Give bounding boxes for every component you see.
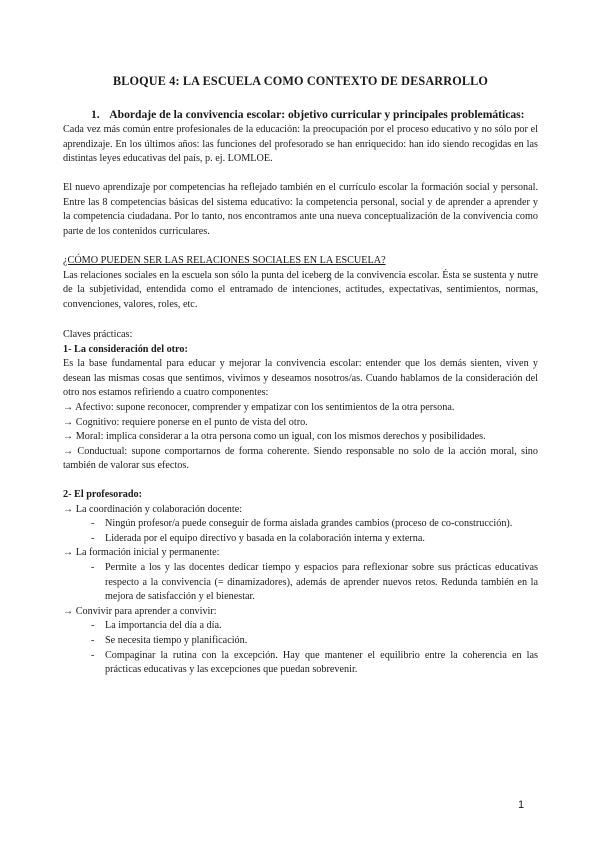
intro-paragraph-1 — [63, 123, 538, 167]
dash-list — [63, 561, 538, 605]
group-label: → La coordinación y colaboración docente: — [63, 503, 243, 515]
list-item: - La importancia del día a día. — [63, 619, 538, 634]
page-number: 1 — [518, 799, 525, 811]
key-2-heading: 2- El profesorado: — [63, 489, 143, 500]
key-1-heading: 1- La consideración del otro: — [63, 343, 188, 355]
key-1-item: → Cognitivo: requiere ponerse en el punto de vista del otro. — [63, 416, 308, 428]
list-item: - Liderada por el equipo directivo y basada en la colaboración interna y externa. — [63, 532, 538, 547]
key-1-item: → Afectivo: supone reconocer, comprender y empatizar con los sentimientos de la otra persona. — [63, 401, 455, 413]
paragraph-text: El nuevo aprendizaje por competencias ha reflejado también en el currículo escolar la formación social y personal. Entre las 8 competencias básicas del sistema educativo: la competencia personal, social y de aprender a aprender y la competencia ciudadana. Por lo tanto, nos encontramos ante una nueva conceptualización de la convivencia como parte de los contenidos curriculares. — [63, 182, 538, 237]
keys-label: Claves prácticas: — [63, 329, 133, 340]
section-heading — [91, 108, 551, 123]
relations-section — [63, 254, 538, 312]
group-label: → La formación inicial y permanente: — [63, 547, 220, 559]
list-item: - Permite a los y las docentes dedicar tiempo y espacios para reflexionar sobre sus prácticas educativas respecto a la convivencia (= dinamizadores), además de aprender nuevos retos. Redunda también en la mejora de satisfacción y el bienestar. — [63, 561, 538, 605]
paragraph-text: Cada vez más común entre profesionales de la educación: la preocupación por el proceso educativo y no sólo por el aprendizaje. En los últimos años: las funciones del profesorado se han enriquecido: han ido siendo recogidas en las distintas leyes educativas del país, p. ej. LOMLOE. — [63, 124, 538, 165]
dash-list — [63, 517, 538, 546]
document-title: BLOQUE 4: LA ESCUELA COMO CONTEXTO DE DESARROLLO — [112, 74, 489, 88]
practical-keys — [63, 328, 538, 474]
key-2-section — [63, 488, 538, 678]
group-label: → Convivir para aprender a convivir: — [63, 605, 217, 617]
dash-list — [63, 619, 538, 677]
key-1-item: → Moral: implica considerar a la otra persona como un igual, con los mismos derechos y posibilidades. — [63, 431, 486, 443]
intro-paragraph-2 — [63, 181, 538, 239]
relations-paragraph: Las relaciones sociales en la escuela son sólo la punta del iceberg de la convivencia escolar. Ésta se sustenta y nutre de la subjetividad, entendida como el entramado de intenciones, actitudes, expectativas, sentimientos, normas, convenciones, valores, roles, etc. — [63, 269, 538, 310]
list-item: - Compaginar la rutina con la excepción. Hay que mantener el equilibrio entre la coherencia en las prácticas educativas y las excepciones que puedan sobrevenir. — [63, 649, 538, 678]
section-heading-text: Abordaje de la convivencia escolar: objetivo curricular y principales problemáticas: — [109, 108, 525, 121]
list-item: - Se necesita tiempo y planificación. — [63, 634, 538, 649]
key-1-paragraph: Es la base fundamental para educar y mejorar la convivencia escolar: entender que los demás sienten, viven y desean las mismas cosas que sentimos, vivimos y deseamos nosotros/as. Cuando hablamos de la consideración del otro nos estamos refiriendo a cuatro componentes: — [63, 358, 538, 399]
list-item: - Ningún profesor/a puede conseguir de forma aislada grandes cambios (proceso de co-construcción). — [63, 517, 538, 532]
section-number: 1. — [91, 108, 100, 121]
relations-question: ¿CÓMO PUEDEN SER LAS RELACIONES SOCIALES EN LA ESCUELA? — [63, 255, 386, 266]
key-1-item: → Conductual: supone comportarnos de forma coherente. Siendo responsable no solo de la acción moral, sino también de valorar sus efectos. — [63, 445, 538, 472]
